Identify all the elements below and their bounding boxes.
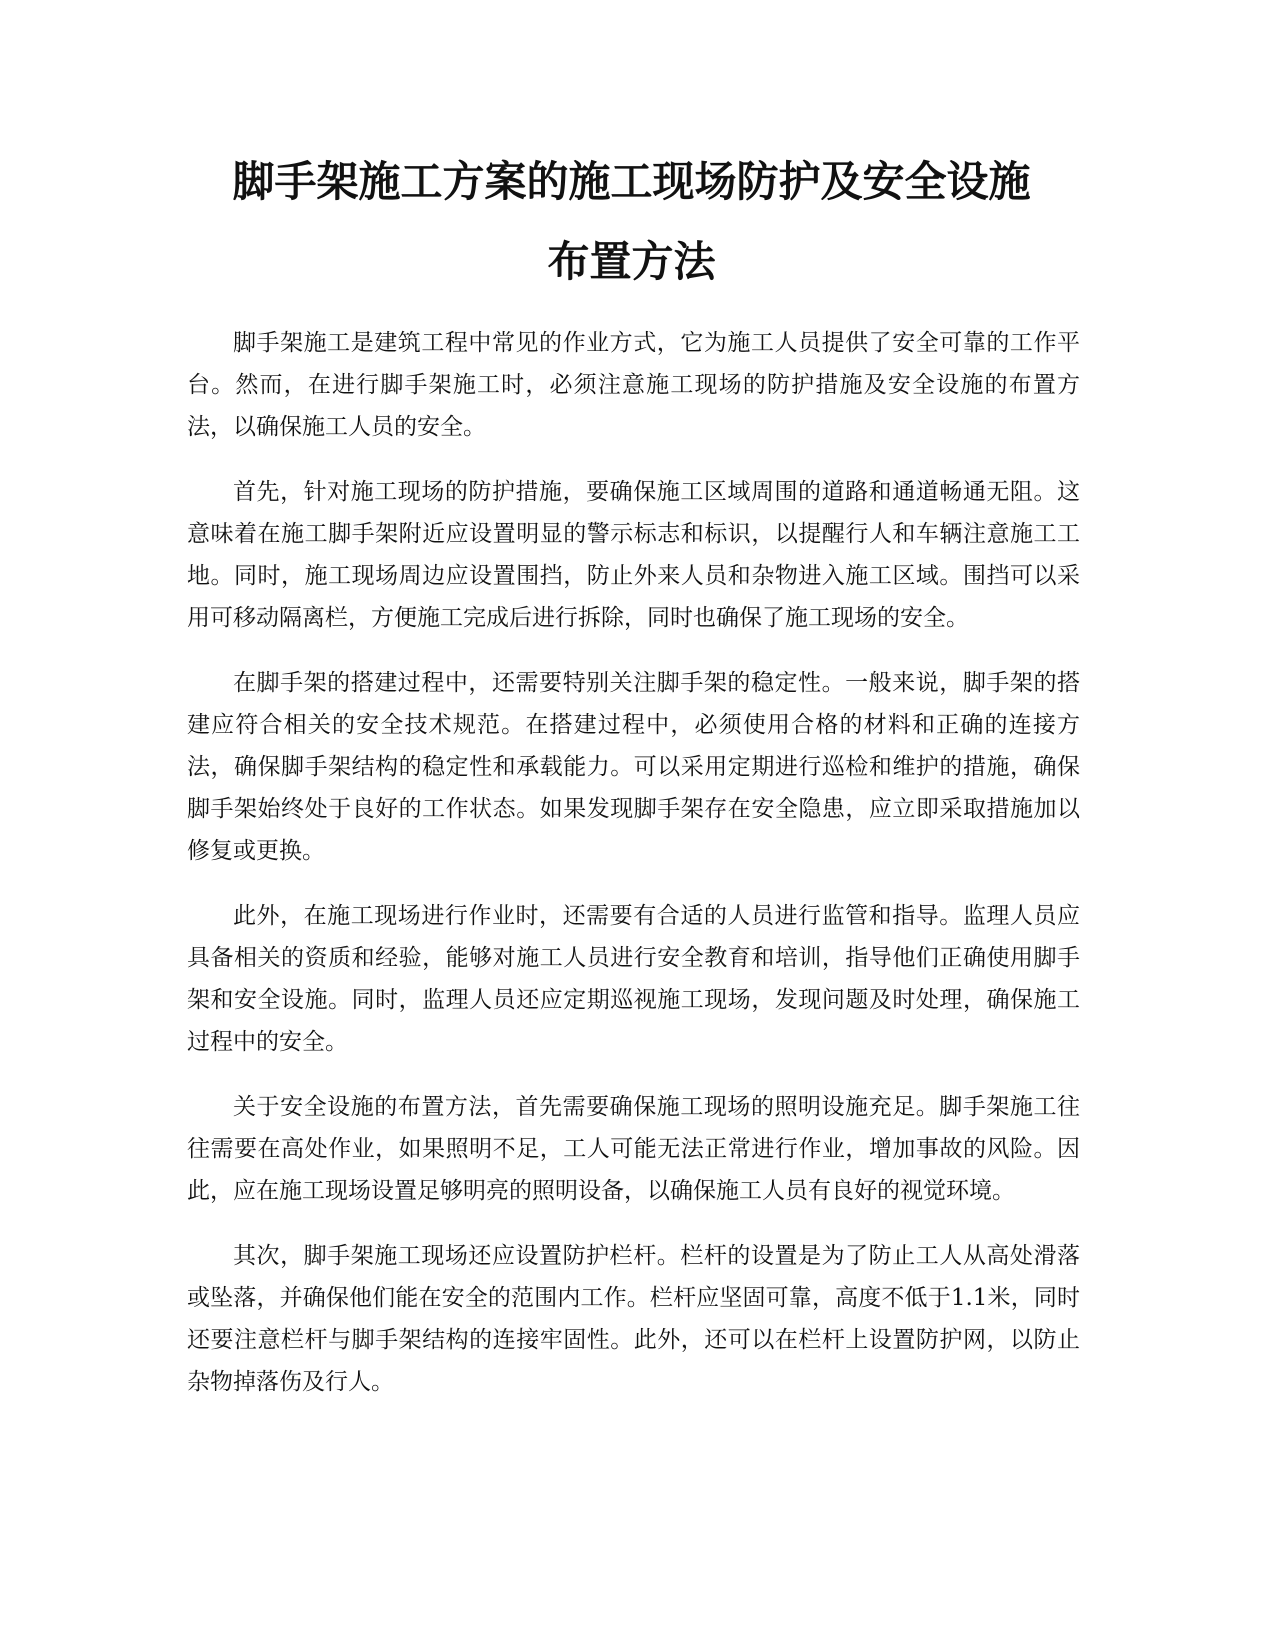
paragraph-4: 此外，在施工现场进行作业时，还需要有合适的人员进行监管和指导。监理人员应具备相关的资质和经验，能够对施工人员进行安全教育和培训，指导他们正确使用脚手架和安全设施。同时，监理人员还应定期巡视施工现场，发现问题及时处理，确保施工过程中的安全。 xyxy=(187,903,1080,1055)
document-body xyxy=(187,322,1080,1426)
title-line-2: 布置方法 xyxy=(547,237,716,286)
document-title xyxy=(180,142,1083,302)
paragraph-1: 脚手架施工是建筑工程中常见的作业方式，它为施工人员提供了安全可靠的工作平台。然而，在进行脚手架施工时，必须注意施工现场的防护措施及安全设施的布置方法，以确保施工人员的安全。 xyxy=(187,330,1080,440)
title-line-1: 脚手架施工方案的施工现场防护及安全设施 xyxy=(232,157,1031,206)
paragraph-5: 关于安全设施的布置方法，首先需要确保施工现场的照明设施充足。脚手架施工往往需要在高处作业，如果照明不足，工人可能无法正常进行作业，增加事故的风险。因此，应在施工现场设置足够明亮的照明设备，以确保施工人员有良好的视觉环境。 xyxy=(187,1094,1080,1204)
paragraph-2: 首先，针对施工现场的防护措施，要确保施工区域周围的道路和通道畅通无阻。这意味着在施工脚手架附近应设置明显的警示标志和标识，以提醒行人和车辆注意施工工地。同时，施工现场周边应设置围挡，防止外来人员和杂物进入施工区域。围挡可以采用可移动隔离栏，方便施工完成后进行拆除，同时也确保了施工现场的安全。 xyxy=(187,479,1080,631)
paragraph-3: 在脚手架的搭建过程中，还需要特别关注脚手架的稳定性。一般来说，脚手架的搭建应符合相关的安全技术规范。在搭建过程中，必须使用合格的材料和正确的连接方法，确保脚手架结构的稳定性和承载能力。可以采用定期进行巡检和维护的措施，确保脚手架始终处于良好的工作状态。如果发现脚手架存在安全隐患，应立即采取措施加以修复或更换。 xyxy=(187,670,1080,864)
paragraph-6: 其次，脚手架施工现场还应设置防护栏杆。栏杆的设置是为了防止工人从高处滑落或坠落，并确保他们能在安全的范围内工作。栏杆应坚固可靠，高度不低于1.1米，同时还要注意栏杆与脚手架结构的连接牢固性。此外，还可以在栏杆上设置防护网，以防止杂物掉落伤及行人。 xyxy=(187,1243,1080,1395)
